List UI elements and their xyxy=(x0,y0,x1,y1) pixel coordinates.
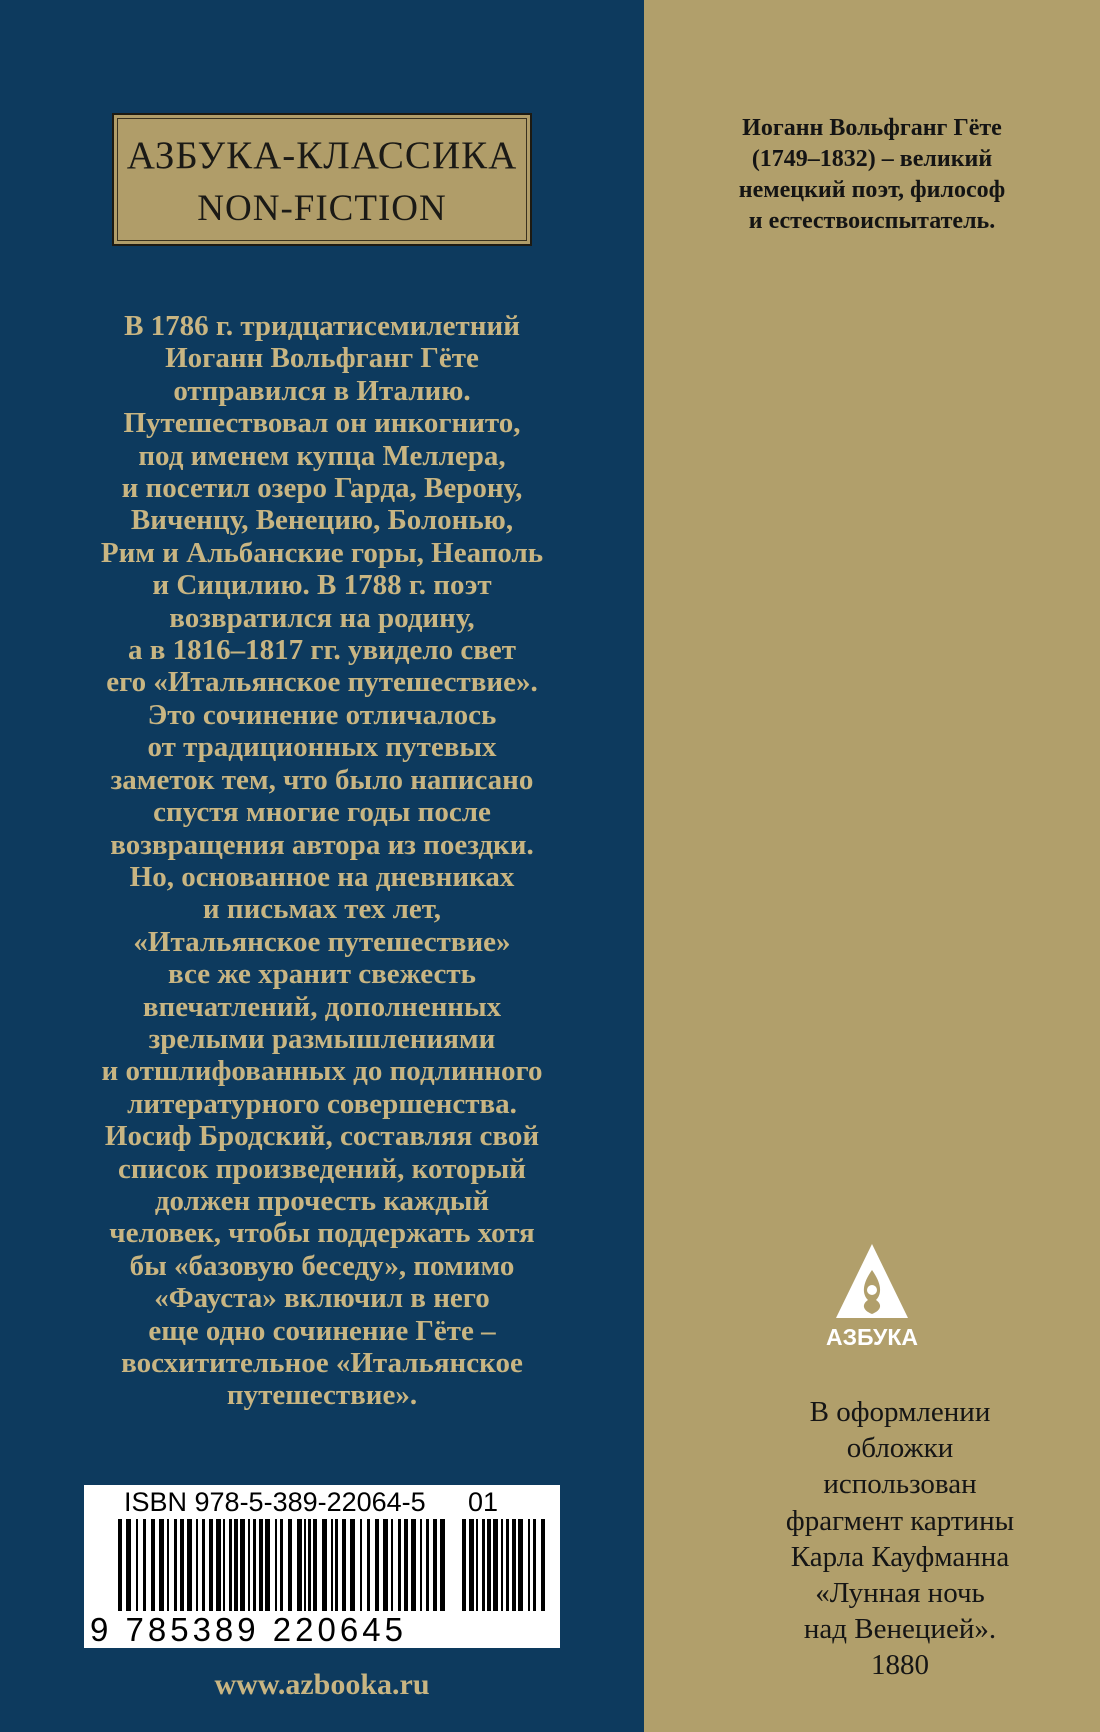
barcode-bar xyxy=(411,1519,416,1611)
author-bio-line: (1749–1832) – великий xyxy=(751,146,993,172)
barcode-bar xyxy=(223,1519,225,1611)
barcode-bar xyxy=(331,1519,333,1611)
cover-credit-line: 1880 xyxy=(871,1649,929,1682)
isbn-barcode xyxy=(84,1485,560,1648)
description-line: а в 1816–1817 гг. увидело свет xyxy=(127,634,517,667)
barcode-bar xyxy=(426,1519,429,1611)
description-line: все же хранит свежесть xyxy=(168,958,476,991)
barcode-bar xyxy=(482,1519,485,1611)
barcode-bar xyxy=(391,1519,393,1611)
description-line: список произведений, который xyxy=(118,1152,526,1185)
description-line: зрелыми размышлениями xyxy=(148,1022,496,1055)
cover-credit-line: над Венецией». xyxy=(803,1613,997,1646)
description-line: заметок тем, что было написано xyxy=(110,763,534,796)
barcode-bar xyxy=(151,1519,155,1611)
description-line: восхитительное «Итальянское xyxy=(121,1347,523,1379)
author-bio-line: немецкий поэт, философ xyxy=(738,177,1006,203)
barcode-bar xyxy=(196,1519,198,1611)
barcode-bar xyxy=(229,1519,232,1611)
author-bio xyxy=(690,113,1054,237)
description-line: возвращения автора из поездки. xyxy=(110,828,534,861)
description-line: его «Итальянское путешествие». xyxy=(106,666,538,699)
barcode-bar xyxy=(360,1519,362,1611)
barcode-bar xyxy=(275,1519,277,1611)
book-description xyxy=(40,310,604,1412)
barcode-bar xyxy=(234,1519,238,1611)
barcode-addon-number: 01 xyxy=(468,1487,499,1517)
description-line: Это сочинение отличалось xyxy=(147,698,497,731)
description-line: Путешествовал он инкогнито, xyxy=(123,407,521,440)
barcode-bar xyxy=(342,1519,346,1611)
author-bio-line: Иоганн Вольфганг Гёте xyxy=(742,115,1002,141)
barcode-bar xyxy=(501,1519,503,1611)
barcode-bar xyxy=(506,1519,509,1611)
cover-credit-line: фрагмент картины xyxy=(785,1504,1015,1537)
barcode-bar xyxy=(487,1519,491,1611)
barcode-bar xyxy=(518,1519,523,1611)
barcode-bar xyxy=(335,1519,338,1611)
description-line: литературного совершенства. xyxy=(127,1087,517,1120)
isbn-label: ISBN 978-5-389-22064-5 xyxy=(124,1487,426,1517)
barcode-bar xyxy=(375,1519,379,1611)
description-line: спустя многие годы после xyxy=(153,796,491,829)
description-line: Рим и Альбанские горы, Неаполь xyxy=(100,536,544,569)
barcode-bar xyxy=(512,1519,516,1611)
barcode-bar xyxy=(528,1519,530,1611)
series-label-box xyxy=(112,113,532,246)
cover-credit-line: обложки xyxy=(846,1432,954,1465)
barcode-bar xyxy=(248,1519,250,1611)
barcode-bar xyxy=(216,1519,221,1611)
barcode-bar xyxy=(288,1519,292,1611)
publisher-logo xyxy=(812,1240,932,1360)
barcode-bar xyxy=(433,1519,437,1611)
barcode-bar xyxy=(209,1519,213,1611)
description-line: еще одно сочинение Гёте – xyxy=(148,1314,496,1347)
description-line: впечатлений, дополненных xyxy=(142,990,502,1023)
description-line: и посетил озеро Гарда, Верону, xyxy=(121,472,523,505)
description-line: путешествие». xyxy=(226,1379,418,1412)
cover-illustration-credit xyxy=(700,1394,1100,1684)
description-line: В 1786 г. тридцатисемилетний xyxy=(124,310,520,342)
barcode-bar xyxy=(350,1519,355,1611)
barcode-bar xyxy=(308,1519,311,1611)
publisher-website: www.azbooka.ru xyxy=(214,1668,430,1701)
barcode-addon-bars xyxy=(462,1519,546,1615)
barcode-bar xyxy=(118,1519,122,1611)
description-line: Иоганн Вольфганг Гёте xyxy=(165,342,479,375)
barcode-bar xyxy=(440,1519,445,1611)
description-line: «Итальянское путешествие» xyxy=(133,925,511,958)
barcode-bar xyxy=(180,1519,184,1611)
series-subtitle: NON-FICTION xyxy=(197,188,447,229)
barcode-bars xyxy=(118,1519,448,1615)
barcode-bar xyxy=(240,1519,245,1611)
barcode-bar xyxy=(143,1519,146,1611)
description-line: бы «базовую беседу», помимо xyxy=(129,1249,515,1282)
description-line: отправился в Италию. xyxy=(173,374,471,407)
barcode-bar xyxy=(136,1519,138,1611)
barcode-bar xyxy=(304,1519,306,1611)
barcode-bar xyxy=(187,1519,192,1611)
barcode-bar xyxy=(126,1519,131,1611)
azbuka-triangle-logo-icon xyxy=(822,1240,922,1326)
barcode-bar xyxy=(174,1519,177,1611)
barcode-bar xyxy=(404,1519,408,1611)
series-name: АЗБУКА-КЛАССИКА xyxy=(126,134,518,177)
barcode-bar xyxy=(280,1519,283,1611)
barcode-digits: 9 785389 220645 xyxy=(90,1611,407,1648)
barcode-bar xyxy=(367,1519,370,1611)
cover-credit-line: Карла Кауфманна xyxy=(790,1540,1010,1573)
barcode-bar xyxy=(253,1519,256,1611)
barcode-bar xyxy=(383,1519,388,1611)
barcode-bar xyxy=(398,1519,401,1611)
description-line: и отшлифованных до подлинного xyxy=(101,1055,543,1088)
barcode-bar xyxy=(202,1519,205,1611)
description-line: Иосиф Бродский, составляя свой xyxy=(104,1120,540,1153)
barcode-bar xyxy=(297,1519,302,1611)
description-line: Но, основанное на дневниках xyxy=(129,860,515,893)
barcode-bar xyxy=(259,1519,263,1611)
barcode-bar xyxy=(420,1519,422,1611)
barcode-bar xyxy=(469,1519,474,1611)
description-line: и Сицилию. В 1788 г. поэт xyxy=(152,569,492,602)
publisher-name: АЗБУКА xyxy=(826,1324,918,1350)
cover-credit-line: использован xyxy=(823,1468,977,1501)
barcode-bar xyxy=(265,1519,270,1611)
description-line: возвратился на родину, xyxy=(169,601,475,634)
barcode-bar xyxy=(462,1519,466,1611)
barcode-bar xyxy=(322,1519,327,1611)
description-line: от традиционных путевых xyxy=(147,731,497,764)
description-line: под именем купца Меллера, xyxy=(138,439,506,472)
barcode-bar xyxy=(533,1519,536,1611)
description-line: «Фауста» включил в него xyxy=(154,1282,490,1315)
barcode-bar xyxy=(313,1519,317,1611)
cover-credit-line: «Лунная ночь xyxy=(815,1577,985,1610)
barcode-bar xyxy=(476,1519,478,1611)
description-line: Виченцу, Венецию, Болонью, xyxy=(130,504,514,537)
barcode-bar xyxy=(493,1519,498,1611)
description-line: и письмах тех лет, xyxy=(202,893,442,926)
barcode-bar xyxy=(541,1519,545,1611)
barcode-bar xyxy=(167,1519,169,1611)
description-line: человек, чтобы поддержать хотя xyxy=(109,1217,535,1250)
cover-credit-line: В оформлении xyxy=(809,1396,991,1428)
author-bio-line: и естествоиспытатель. xyxy=(748,208,996,234)
description-line: должен прочесть каждый xyxy=(154,1184,490,1217)
barcode-bar xyxy=(159,1519,164,1611)
